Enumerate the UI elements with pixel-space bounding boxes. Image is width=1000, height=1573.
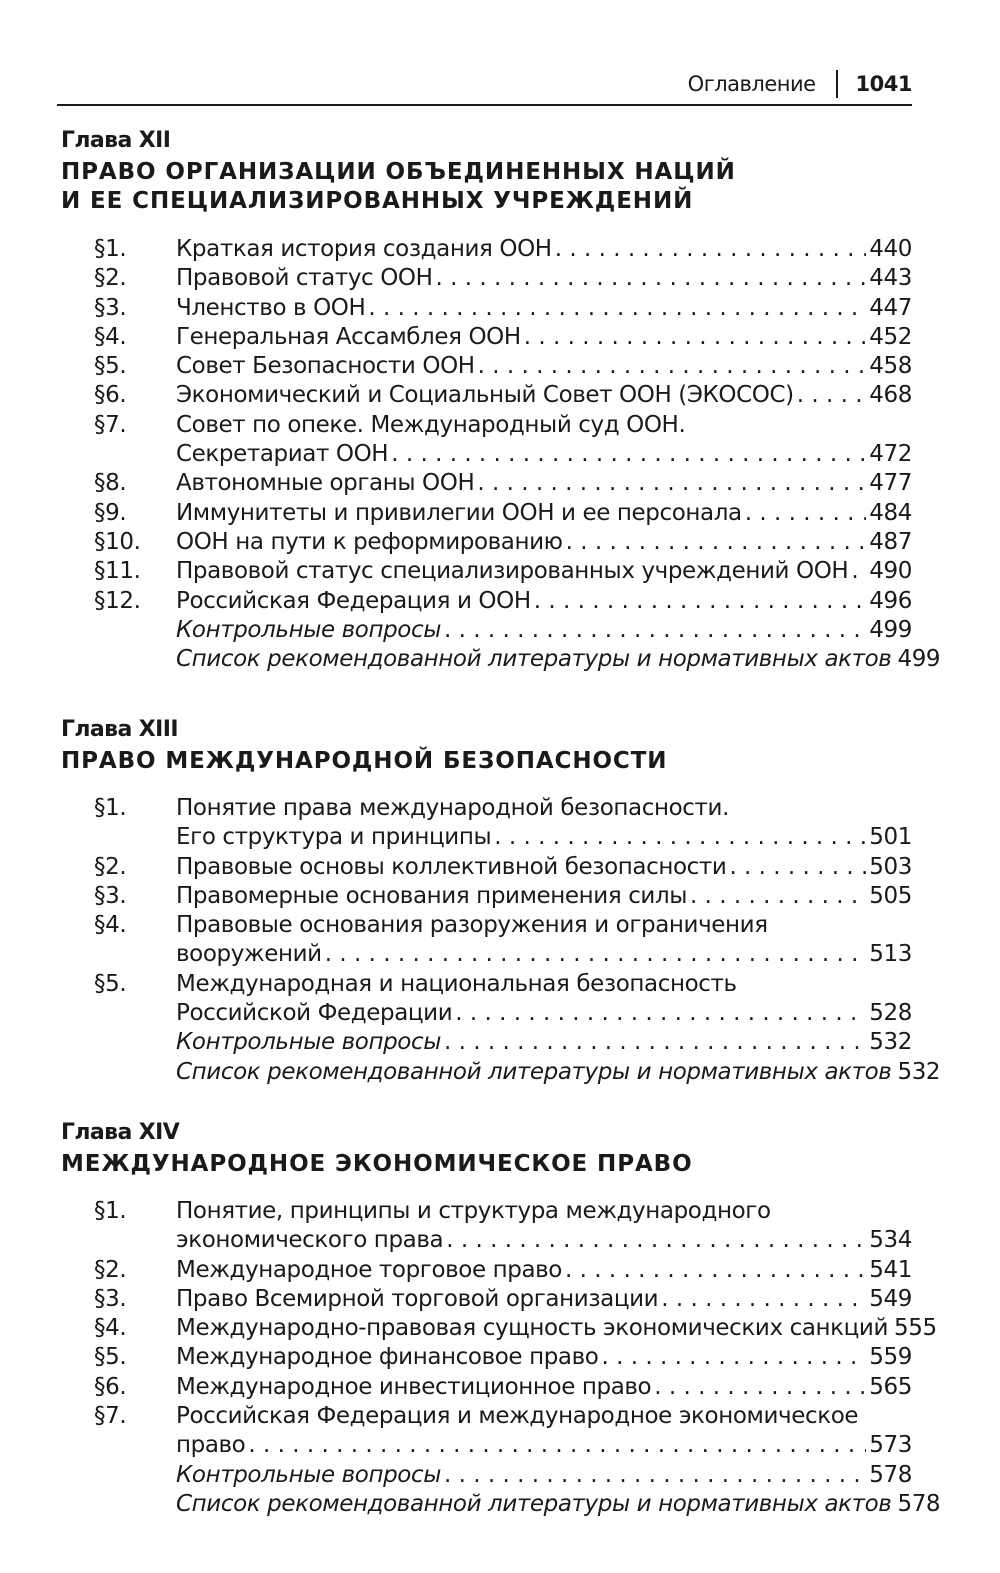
chapter-label: Глава XIV [61, 1120, 180, 1145]
section-number: §1. [94, 795, 127, 821]
entry-title-line: Совет по опеке. Международный суд ООН. [176, 411, 686, 438]
entry-list [0, 794, 1000, 1087]
entry-title: экономического права [176, 1227, 444, 1254]
toc-entry[interactable] [0, 1373, 1000, 1402]
entry-page-number: 578 [869, 1461, 912, 1488]
entry-page-number: 503 [869, 853, 912, 880]
toc-entry[interactable] [0, 469, 1000, 498]
chapter-title-line: ПРАВО ОРГАНИЗАЦИИ ОБЪЕДИНЕННЫХ НАЦИЙ [61, 159, 736, 185]
entry-page-number: 440 [869, 236, 912, 262]
entry-title: Список рекомендованной литературы и нормативных актов [176, 1490, 892, 1517]
dot-leader [494, 823, 866, 852]
entry-title: Международное инвестиционное право [176, 1373, 652, 1400]
entry-page-number: 549 [869, 1285, 912, 1312]
entry-title-line: Понятие, принципы и структура международного [176, 1198, 771, 1224]
entry-title-line: Российская Федерация и международное экономическое [176, 1403, 859, 1430]
entry-page-number: 573 [869, 1432, 912, 1459]
section-number: §9. [94, 499, 127, 526]
entry-page-number: 484 [869, 499, 912, 526]
dot-leader [368, 294, 866, 323]
toc-entry[interactable] [0, 587, 1000, 616]
entry-title: Правовой статус специализированных учреждений ООН [176, 558, 849, 585]
entry-title: Правовые основы коллективной безопасности [176, 853, 727, 880]
dot-leader [391, 440, 866, 469]
dot-leader [478, 352, 867, 381]
toc-entry[interactable] [0, 1314, 1000, 1343]
section-number: §1. [94, 1198, 127, 1224]
entry-page-number: 468 [869, 382, 912, 409]
entry-title-line: Понятие права международной безопасности. [176, 795, 729, 821]
entry-title: Иммунитеты и привилегии ООН и ее персонала [176, 499, 742, 526]
toc-entry[interactable] [0, 528, 1000, 557]
dot-leader [436, 264, 867, 293]
entry-page-number: 443 [869, 265, 912, 292]
toc-entry[interactable] [0, 853, 1000, 882]
toc-entry[interactable] [0, 352, 1000, 381]
entry-page-number: 565 [869, 1373, 912, 1400]
toc-entry[interactable] [0, 1197, 1000, 1256]
chapter-title-line: МЕЖДУНАРОДНОЕ ЭКОНОМИЧЕСКОЕ ПРАВО [61, 1151, 693, 1177]
entry-title: Контрольные вопросы [176, 1029, 441, 1056]
dot-leader [325, 940, 867, 969]
entry-page-number: 532 [897, 1058, 941, 1085]
toc-entry[interactable] [0, 323, 1000, 352]
dot-leader [477, 469, 866, 498]
toc-entry[interactable] [0, 294, 1000, 323]
dot-leader [455, 999, 866, 1028]
entry-title: Контрольные вопросы [176, 1461, 441, 1488]
entry-title: Российской Федерации [176, 1000, 453, 1027]
toc-entry[interactable] [0, 794, 1000, 853]
entry-title: Автономные органы ООН [176, 470, 475, 497]
entry-title: Международное торговое право [176, 1256, 562, 1283]
section-number: §4. [94, 1315, 127, 1342]
toc-entry[interactable] [0, 264, 1000, 293]
toc-supplement-entry[interactable] [0, 1490, 1000, 1519]
section-number: §2. [94, 1256, 127, 1283]
entry-page-number: 458 [869, 353, 912, 380]
section-number: §12. [94, 587, 141, 614]
entry-page-number: 541 [869, 1256, 912, 1283]
entry-page-number: 477 [869, 470, 912, 497]
entry-page-number: 559 [869, 1344, 912, 1371]
chapter-title [61, 1150, 921, 1179]
toc-supplement-entry[interactable] [0, 1461, 1000, 1490]
dot-leader [797, 381, 867, 410]
dot-leader [248, 1431, 866, 1460]
entry-title: Список рекомендованной литературы и нормативных актов [176, 1058, 892, 1085]
dot-leader [524, 323, 867, 352]
chapter-title [61, 158, 921, 216]
entry-page-number: 505 [869, 882, 912, 909]
entry-page-number: 513 [869, 941, 912, 968]
entry-page-number: 499 [869, 616, 912, 643]
chapter-title [61, 747, 921, 776]
entry-title: вооружений [176, 941, 322, 968]
entry-page-number: 447 [869, 294, 912, 321]
section-number: §7. [94, 411, 127, 438]
entry-title: Российская Федерация и ООН [176, 587, 531, 614]
toc-entry[interactable] [0, 411, 1000, 470]
entry-page-number: 555 [894, 1315, 937, 1342]
entry-list [0, 1197, 1000, 1519]
entry-title: Список рекомендованной литературы и нормативных актов [176, 646, 892, 673]
section-number: §2. [94, 265, 127, 292]
section-number: §4. [94, 912, 127, 939]
header-section-title: Оглавление [687, 72, 816, 96]
entry-title: Экономический и Социальный Совет ООН (ЭКОСОС) [176, 382, 794, 409]
entry-title: Международное финансовое право [176, 1344, 599, 1371]
running-header [0, 66, 912, 102]
entry-title: Генеральная Ассамблея ООН [176, 323, 521, 350]
toc-entry[interactable] [0, 970, 1000, 1029]
toc-entry[interactable] [0, 557, 1000, 586]
section-number: §5. [94, 353, 127, 380]
entry-title: Правомерные основания применения силы [176, 882, 688, 909]
dot-leader [444, 1461, 866, 1490]
header-page-number: 1041 [855, 72, 912, 96]
dot-leader [444, 616, 866, 645]
dot-leader [555, 235, 867, 264]
dot-leader [444, 1028, 866, 1057]
entry-page-number: 499 [897, 646, 941, 673]
section-number: §3. [94, 294, 127, 321]
entry-list [0, 235, 1000, 674]
entry-page-number: 490 [869, 558, 912, 585]
toc-entry[interactable] [0, 381, 1000, 410]
section-number: §11. [94, 558, 141, 585]
chapter-label: Глава XII [61, 128, 171, 153]
entry-title: Его структура и принципы [176, 824, 492, 851]
dot-leader [729, 853, 866, 882]
section-number: §6. [94, 382, 127, 409]
header-separator [836, 70, 838, 98]
entry-page-number: 532 [869, 1029, 912, 1056]
entry-title: Международно-правовая сущность экономических санкций [176, 1315, 888, 1342]
section-number: §7. [94, 1403, 127, 1430]
dot-leader [851, 557, 866, 586]
entry-page-number: 472 [869, 441, 912, 468]
entry-page-number: 487 [869, 528, 912, 555]
section-number: §3. [94, 882, 127, 909]
toc-supplement-entry[interactable] [0, 645, 1000, 674]
toc-entry[interactable] [0, 882, 1000, 911]
entry-title: Право Всемирной торговой организации [176, 1285, 659, 1312]
entry-title: Правовой статус ООН [176, 265, 433, 292]
dot-leader [601, 1343, 866, 1372]
chapter-title-line: ПРАВО МЕЖДУНАРОДНОЙ БЕЗОПАСНОСТИ [61, 748, 668, 774]
section-number: §5. [94, 970, 127, 997]
entry-page-number: 452 [869, 323, 912, 350]
dot-leader [566, 528, 867, 557]
section-number: §1. [94, 236, 127, 262]
toc-supplement-entry[interactable] [0, 1058, 1000, 1087]
toc-entry[interactable] [0, 1285, 1000, 1314]
toc-entry[interactable] [0, 235, 1000, 264]
dot-leader [745, 499, 867, 528]
dot-leader [446, 1226, 866, 1255]
section-number: §10. [94, 528, 141, 555]
header-rule [57, 104, 912, 106]
entry-title-line: Правовые основания разоружения и ограничения [176, 912, 768, 939]
toc-entry[interactable] [0, 1256, 1000, 1285]
chapter-title-line: И ЕЕ СПЕЦИАЛИЗИРОВАННЫХ УЧРЕЖДЕНИЙ [61, 188, 694, 214]
toc-entry[interactable] [0, 499, 1000, 528]
section-number: §5. [94, 1344, 127, 1371]
entry-title: ООН на пути к реформированию [176, 528, 563, 555]
entry-page-number: 496 [869, 587, 912, 614]
entry-title: Членство в ООН [176, 294, 366, 321]
entry-title: право [176, 1432, 246, 1459]
toc-entry[interactable] [0, 1343, 1000, 1372]
entry-title: Краткая история создания ООН [176, 236, 552, 262]
entry-page-number: 501 [869, 824, 912, 851]
entry-title-line: Международная и национальная безопасность [176, 970, 737, 997]
toc-supplement-entry[interactable] [0, 616, 1000, 645]
section-number: §3. [94, 1285, 127, 1312]
toc-entry[interactable] [0, 911, 1000, 970]
section-number: §2. [94, 853, 127, 880]
dot-leader [565, 1256, 866, 1285]
entry-page-number: 578 [897, 1490, 941, 1517]
dot-leader [534, 587, 867, 616]
section-number: §8. [94, 470, 127, 497]
entry-page-number: 534 [869, 1227, 912, 1254]
entry-page-number: 528 [869, 1000, 912, 1027]
entry-title: Контрольные вопросы [176, 616, 441, 643]
dot-leader [661, 1285, 866, 1314]
section-number: §4. [94, 323, 127, 350]
dot-leader [690, 882, 866, 911]
chapter-label: Глава XIII [61, 717, 178, 742]
dot-leader [654, 1373, 866, 1402]
entry-title: Секретариат ООН [176, 441, 389, 468]
toc-supplement-entry[interactable] [0, 1028, 1000, 1057]
section-number: §6. [94, 1373, 127, 1400]
toc-entry[interactable] [0, 1402, 1000, 1461]
entry-title: Совет Безопасности ООН [176, 353, 475, 380]
